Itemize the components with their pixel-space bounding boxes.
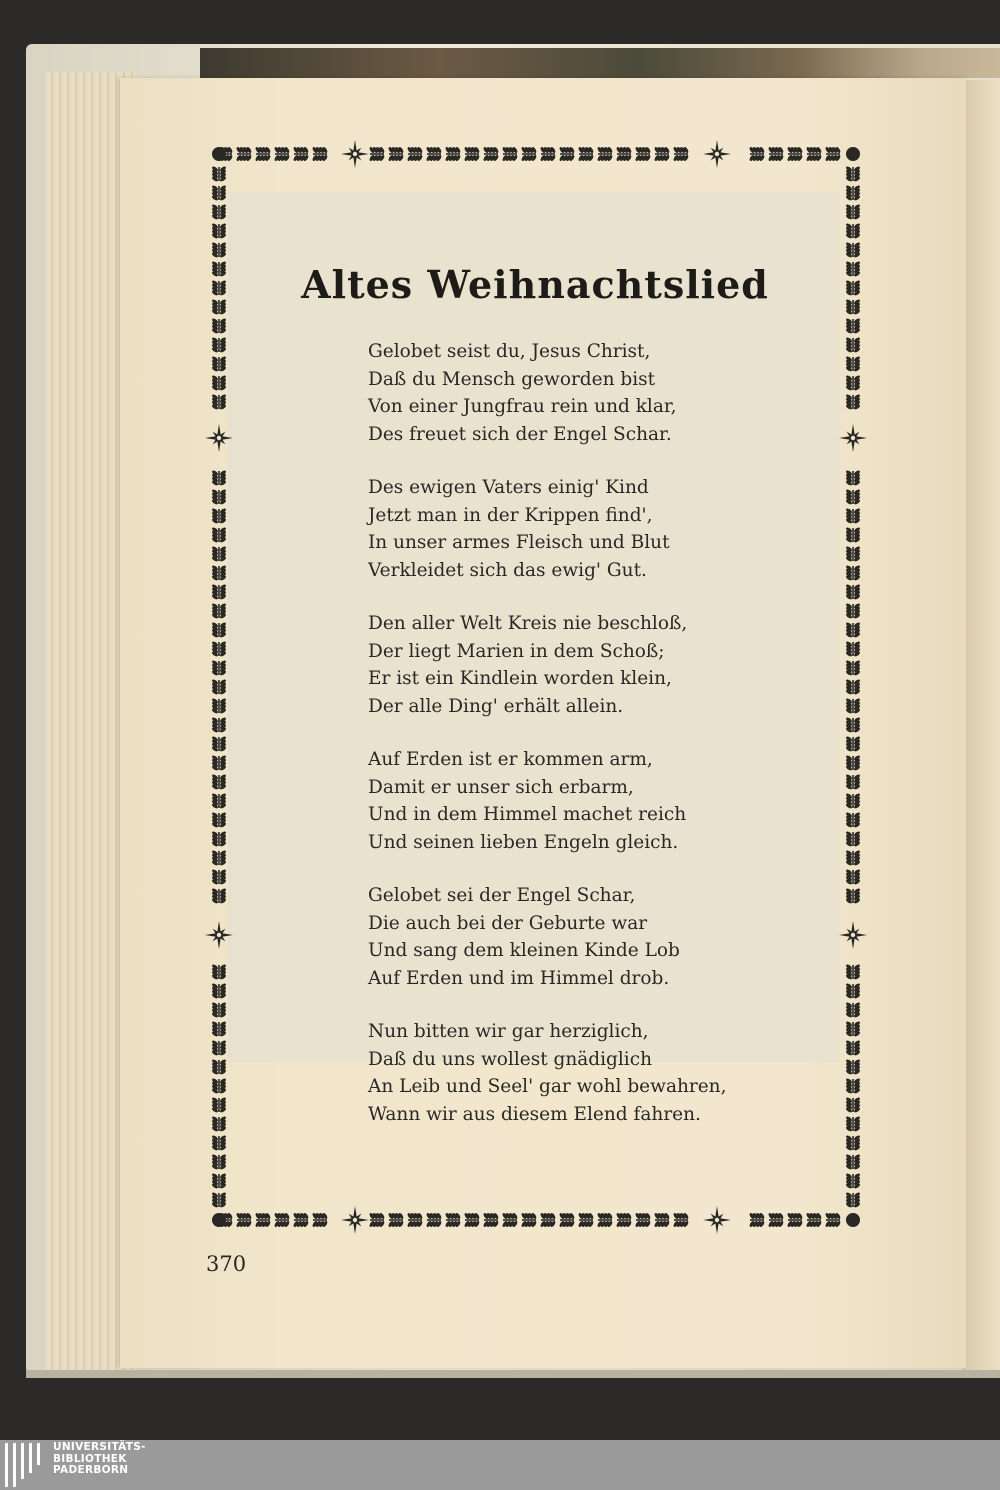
corner-ornament-icon bbox=[846, 147, 860, 161]
poem-line: Und in dem Himmel machet reich bbox=[368, 804, 687, 825]
leaf-ornament-icon bbox=[845, 584, 861, 601]
leaf-ornament-icon bbox=[845, 470, 861, 487]
leaf-ornament-icon bbox=[845, 679, 861, 696]
leaf-ornament-icon bbox=[616, 1212, 633, 1228]
poem-line: Und seinen lieben Engeln gleich. bbox=[368, 831, 679, 853]
leaf-ornament-icon bbox=[845, 1154, 861, 1171]
poem-line: Der liegt Marien in dem Schoß; bbox=[368, 640, 665, 662]
leaf-ornament-icon bbox=[845, 888, 861, 905]
leaf-ornament-icon bbox=[845, 983, 861, 1000]
leaf-ornament-icon bbox=[768, 1212, 785, 1228]
leaf-ornament-icon bbox=[407, 146, 424, 162]
leaf-ornament-icon bbox=[559, 1212, 576, 1228]
leaf-ornament-icon bbox=[578, 146, 595, 162]
poem-line: In unser armes Fleisch und Blut bbox=[368, 532, 670, 553]
leaf-ornament-icon bbox=[211, 337, 227, 354]
library-logo-line3: PADERBORN bbox=[53, 1464, 129, 1476]
library-logo-text bbox=[53, 1442, 146, 1477]
library-logo-line1: UNIVERSITÄTS- bbox=[53, 1441, 146, 1453]
leaf-ornament-icon bbox=[845, 1078, 861, 1095]
poem-line: Den aller Welt Kreis nie beschloß, bbox=[368, 613, 688, 634]
leaf-ornament-icon bbox=[211, 356, 227, 373]
leaf-ornament-icon bbox=[673, 1212, 690, 1228]
leaf-ornament-icon bbox=[445, 146, 462, 162]
poem-line: Auf Erden ist er kommen arm, bbox=[368, 749, 653, 770]
leaf-ornament-icon bbox=[211, 375, 227, 392]
leaf-ornament-icon bbox=[845, 1192, 861, 1209]
leaf-ornament-icon bbox=[274, 146, 291, 162]
leaf-ornament-icon bbox=[211, 527, 227, 544]
leaf-ornament-icon bbox=[806, 1212, 823, 1228]
leaf-ornament-icon bbox=[502, 1212, 519, 1228]
leaf-ornament-icon bbox=[445, 1212, 462, 1228]
poem-line: Nun bitten wir gar herziglich, bbox=[368, 1021, 649, 1042]
leaf-ornament-icon bbox=[211, 299, 227, 316]
leaf-ornament-icon bbox=[845, 508, 861, 525]
leaf-ornament-icon bbox=[211, 869, 227, 886]
leaf-ornament-icon bbox=[369, 1212, 386, 1228]
leaf-ornament-icon bbox=[211, 641, 227, 658]
star-ornament-icon bbox=[341, 1206, 369, 1234]
leaf-ornament-icon bbox=[845, 1002, 861, 1019]
leaf-ornament-icon bbox=[845, 1040, 861, 1057]
leaf-ornament-icon bbox=[211, 1040, 227, 1057]
leaf-ornament-icon bbox=[426, 1212, 443, 1228]
leaf-ornament-icon bbox=[825, 1212, 842, 1228]
poem-title: Altes Weihnachtslied bbox=[301, 262, 769, 307]
leaf-ornament-icon bbox=[211, 223, 227, 240]
leaf-ornament-icon bbox=[211, 755, 227, 772]
leaf-ornament-icon bbox=[211, 660, 227, 677]
leaf-ornament-icon bbox=[845, 261, 861, 278]
leaf-ornament-icon bbox=[211, 622, 227, 639]
library-logo-line2: BIBLIOTHEK bbox=[53, 1452, 127, 1465]
leaf-ornament-icon bbox=[211, 470, 227, 487]
leaf-ornament-icon bbox=[211, 242, 227, 259]
leaf-ornament-icon bbox=[845, 299, 861, 316]
footer-bar bbox=[0, 1440, 1000, 1490]
leaf-ornament-icon bbox=[211, 1192, 227, 1209]
leaf-ornament-icon bbox=[845, 375, 861, 392]
leaf-ornament-icon bbox=[211, 166, 227, 183]
leaf-ornament-icon bbox=[845, 166, 861, 183]
leaf-ornament-icon bbox=[845, 736, 861, 753]
leaf-ornament-icon bbox=[845, 1021, 861, 1038]
corner-ornament-icon bbox=[212, 147, 226, 161]
leaf-ornament-icon bbox=[211, 565, 227, 582]
leaf-ornament-icon bbox=[654, 1212, 671, 1228]
poem-line: Gelobet sei der Engel Schar, bbox=[368, 885, 636, 906]
leaf-ornament-icon bbox=[845, 280, 861, 297]
leaf-ornament-icon bbox=[845, 603, 861, 620]
leaf-ornament-icon bbox=[211, 717, 227, 734]
leaf-ornament-icon bbox=[211, 983, 227, 1000]
poem-stanza bbox=[368, 610, 808, 720]
poem-line: Von einer Jungfrau rein und klar, bbox=[368, 396, 677, 417]
leaf-ornament-icon bbox=[768, 146, 785, 162]
leaf-ornament-icon bbox=[312, 1212, 329, 1228]
leaf-ornament-icon bbox=[521, 146, 538, 162]
leaf-ornament-icon bbox=[845, 1097, 861, 1114]
poem-line: Gelobet seist du, Jesus Christ, bbox=[368, 341, 651, 362]
leaf-ornament-icon bbox=[211, 1154, 227, 1171]
poem-line: Er ist ein Kindlein worden klein, bbox=[368, 668, 672, 689]
leaf-ornament-icon bbox=[211, 1097, 227, 1114]
leaf-ornament-icon bbox=[483, 1212, 500, 1228]
leaf-ornament-icon bbox=[211, 679, 227, 696]
leaf-ornament-icon bbox=[845, 698, 861, 715]
leaf-ornament-icon bbox=[211, 1173, 227, 1190]
poem-stanza bbox=[368, 338, 808, 448]
poem-line: An Leib und Seel' gar wohl bewahren, bbox=[368, 1076, 727, 1097]
leaf-ornament-icon bbox=[787, 146, 804, 162]
star-ornament-icon bbox=[703, 140, 731, 168]
leaf-ornament-icon bbox=[211, 318, 227, 335]
leaf-ornament-icon bbox=[274, 1212, 291, 1228]
star-ornament-icon bbox=[205, 424, 233, 452]
cover-strip bbox=[200, 48, 1000, 78]
leaf-ornament-icon bbox=[845, 774, 861, 791]
leaf-ornament-icon bbox=[407, 1212, 424, 1228]
leaf-ornament-icon bbox=[211, 603, 227, 620]
leaf-ornament-icon bbox=[211, 508, 227, 525]
leaf-ornament-icon bbox=[825, 146, 842, 162]
poem-body bbox=[368, 338, 808, 1154]
leaf-ornament-icon bbox=[388, 146, 405, 162]
leaf-ornament-icon bbox=[845, 641, 861, 658]
leaf-ornament-icon bbox=[388, 1212, 405, 1228]
leaf-ornament-icon bbox=[312, 146, 329, 162]
leaf-ornament-icon bbox=[845, 831, 861, 848]
leaf-ornament-icon bbox=[211, 1059, 227, 1076]
leaf-ornament-icon bbox=[211, 584, 227, 601]
leaf-ornament-icon bbox=[521, 1212, 538, 1228]
leaf-ornament-icon bbox=[502, 146, 519, 162]
poem-line: Des ewigen Vaters einig' Kind bbox=[368, 477, 649, 498]
leaf-ornament-icon bbox=[845, 204, 861, 221]
leaf-ornament-icon bbox=[654, 146, 671, 162]
leaf-ornament-icon bbox=[211, 185, 227, 202]
leaf-ornament-icon bbox=[845, 337, 861, 354]
poem-line: Der alle Ding' erhält allein. bbox=[368, 695, 624, 717]
leaf-ornament-icon bbox=[211, 1135, 227, 1152]
leaf-ornament-icon bbox=[255, 146, 272, 162]
leaf-ornament-icon bbox=[211, 280, 227, 297]
leaf-ornament-icon bbox=[464, 1212, 481, 1228]
leaf-ornament-icon bbox=[845, 869, 861, 886]
leaf-ornament-icon bbox=[845, 565, 861, 582]
leaf-ornament-icon bbox=[845, 1135, 861, 1152]
leaf-ornament-icon bbox=[749, 1212, 766, 1228]
star-ornament-icon bbox=[205, 921, 233, 949]
leaf-ornament-icon bbox=[211, 812, 227, 829]
leaf-ornament-icon bbox=[845, 850, 861, 867]
leaf-ornament-icon bbox=[597, 146, 614, 162]
leaf-ornament-icon bbox=[845, 1116, 861, 1133]
star-ornament-icon bbox=[703, 1206, 731, 1234]
leaf-ornament-icon bbox=[597, 1212, 614, 1228]
leaf-ornament-icon bbox=[845, 185, 861, 202]
leaf-ornament-icon bbox=[787, 1212, 804, 1228]
leaf-ornament-icon bbox=[845, 793, 861, 810]
leaf-ornament-icon bbox=[211, 964, 227, 981]
leaf-ornament-icon bbox=[211, 546, 227, 563]
poem-line: Des freuet sich der Engel Schar. bbox=[368, 423, 672, 445]
library-logo-icon bbox=[4, 1442, 48, 1488]
star-ornament-icon bbox=[341, 140, 369, 168]
leaf-ornament-icon bbox=[483, 146, 500, 162]
leaf-ornament-icon bbox=[211, 1021, 227, 1038]
star-ornament-icon bbox=[839, 921, 867, 949]
leaf-ornament-icon bbox=[540, 146, 557, 162]
leaf-ornament-icon bbox=[211, 793, 227, 810]
leaf-ornament-icon bbox=[540, 1212, 557, 1228]
leaf-ornament-icon bbox=[845, 394, 861, 411]
leaf-ornament-icon bbox=[211, 1078, 227, 1095]
leaf-ornament-icon bbox=[255, 1212, 272, 1228]
leaf-ornament-icon bbox=[616, 146, 633, 162]
leaf-ornament-icon bbox=[211, 698, 227, 715]
leaf-ornament-icon bbox=[845, 1173, 861, 1190]
leaf-ornament-icon bbox=[211, 394, 227, 411]
leaf-ornament-icon bbox=[845, 660, 861, 677]
leaf-ornament-icon bbox=[806, 146, 823, 162]
leaf-ornament-icon bbox=[211, 1116, 227, 1133]
poem-line: Auf Erden und im Himmel drob. bbox=[368, 967, 670, 989]
corner-ornament-icon bbox=[212, 1213, 226, 1227]
leaf-ornament-icon bbox=[845, 755, 861, 772]
corner-ornament-icon bbox=[846, 1213, 860, 1227]
leaf-ornament-icon bbox=[426, 146, 443, 162]
poem-stanza bbox=[368, 474, 808, 584]
poem-line: Daß du Mensch geworden bist bbox=[368, 368, 656, 390]
poem-line: Jetzt man in der Krippen find', bbox=[368, 504, 653, 526]
poem-line: Wann wir aus diesem Elend fahren. bbox=[368, 1103, 701, 1125]
leaf-ornament-icon bbox=[635, 146, 652, 162]
leaf-ornament-icon bbox=[211, 489, 227, 506]
leaf-ornament-icon bbox=[749, 146, 766, 162]
leaf-ornament-icon bbox=[845, 489, 861, 506]
poem-line: Daß du uns wollest gnädiglich bbox=[368, 1048, 653, 1070]
leaf-ornament-icon bbox=[236, 146, 253, 162]
leaf-ornament-icon bbox=[845, 527, 861, 544]
leaf-ornament-icon bbox=[845, 717, 861, 734]
page-number: 370 bbox=[206, 1252, 247, 1276]
leaf-ornament-icon bbox=[845, 223, 861, 240]
leaf-ornament-icon bbox=[369, 146, 386, 162]
leaf-ornament-icon bbox=[211, 1002, 227, 1019]
poem-line: Verkleidet sich das ewig' Gut. bbox=[368, 559, 647, 581]
poem-stanza bbox=[368, 746, 808, 856]
leaf-ornament-icon bbox=[236, 1212, 253, 1228]
leaf-ornament-icon bbox=[578, 1212, 595, 1228]
leaf-ornament-icon bbox=[845, 318, 861, 335]
leaf-ornament-icon bbox=[845, 964, 861, 981]
poem-line: Und sang dem kleinen Kinde Lob bbox=[368, 940, 680, 961]
leaf-ornament-icon bbox=[635, 1212, 652, 1228]
poem-stanza bbox=[368, 882, 808, 992]
leaf-ornament-icon bbox=[211, 831, 227, 848]
bottom-shadow bbox=[26, 1370, 1000, 1378]
leaf-ornament-icon bbox=[845, 812, 861, 829]
leaf-ornament-icon bbox=[845, 1059, 861, 1076]
leaf-ornament-icon bbox=[211, 261, 227, 278]
poem-line: Die auch bei der Geburte war bbox=[368, 912, 648, 934]
leaf-ornament-icon bbox=[211, 888, 227, 905]
poem-stanza bbox=[368, 1018, 808, 1128]
poem-line: Damit er unser sich erbarm, bbox=[368, 776, 634, 798]
leaf-ornament-icon bbox=[559, 146, 576, 162]
next-page-edge bbox=[962, 80, 1000, 1370]
leaf-ornament-icon bbox=[464, 146, 481, 162]
leaf-ornament-icon bbox=[211, 736, 227, 753]
leaf-ornament-icon bbox=[845, 356, 861, 373]
leaf-ornament-icon bbox=[673, 146, 690, 162]
leaf-ornament-icon bbox=[845, 242, 861, 259]
leaf-ornament-icon bbox=[293, 1212, 310, 1228]
leaf-ornament-icon bbox=[211, 850, 227, 867]
star-ornament-icon bbox=[839, 424, 867, 452]
leaf-ornament-icon bbox=[211, 204, 227, 221]
leaf-ornament-icon bbox=[211, 774, 227, 791]
leaf-ornament-icon bbox=[845, 622, 861, 639]
leaf-ornament-icon bbox=[845, 546, 861, 563]
leaf-ornament-icon bbox=[293, 146, 310, 162]
